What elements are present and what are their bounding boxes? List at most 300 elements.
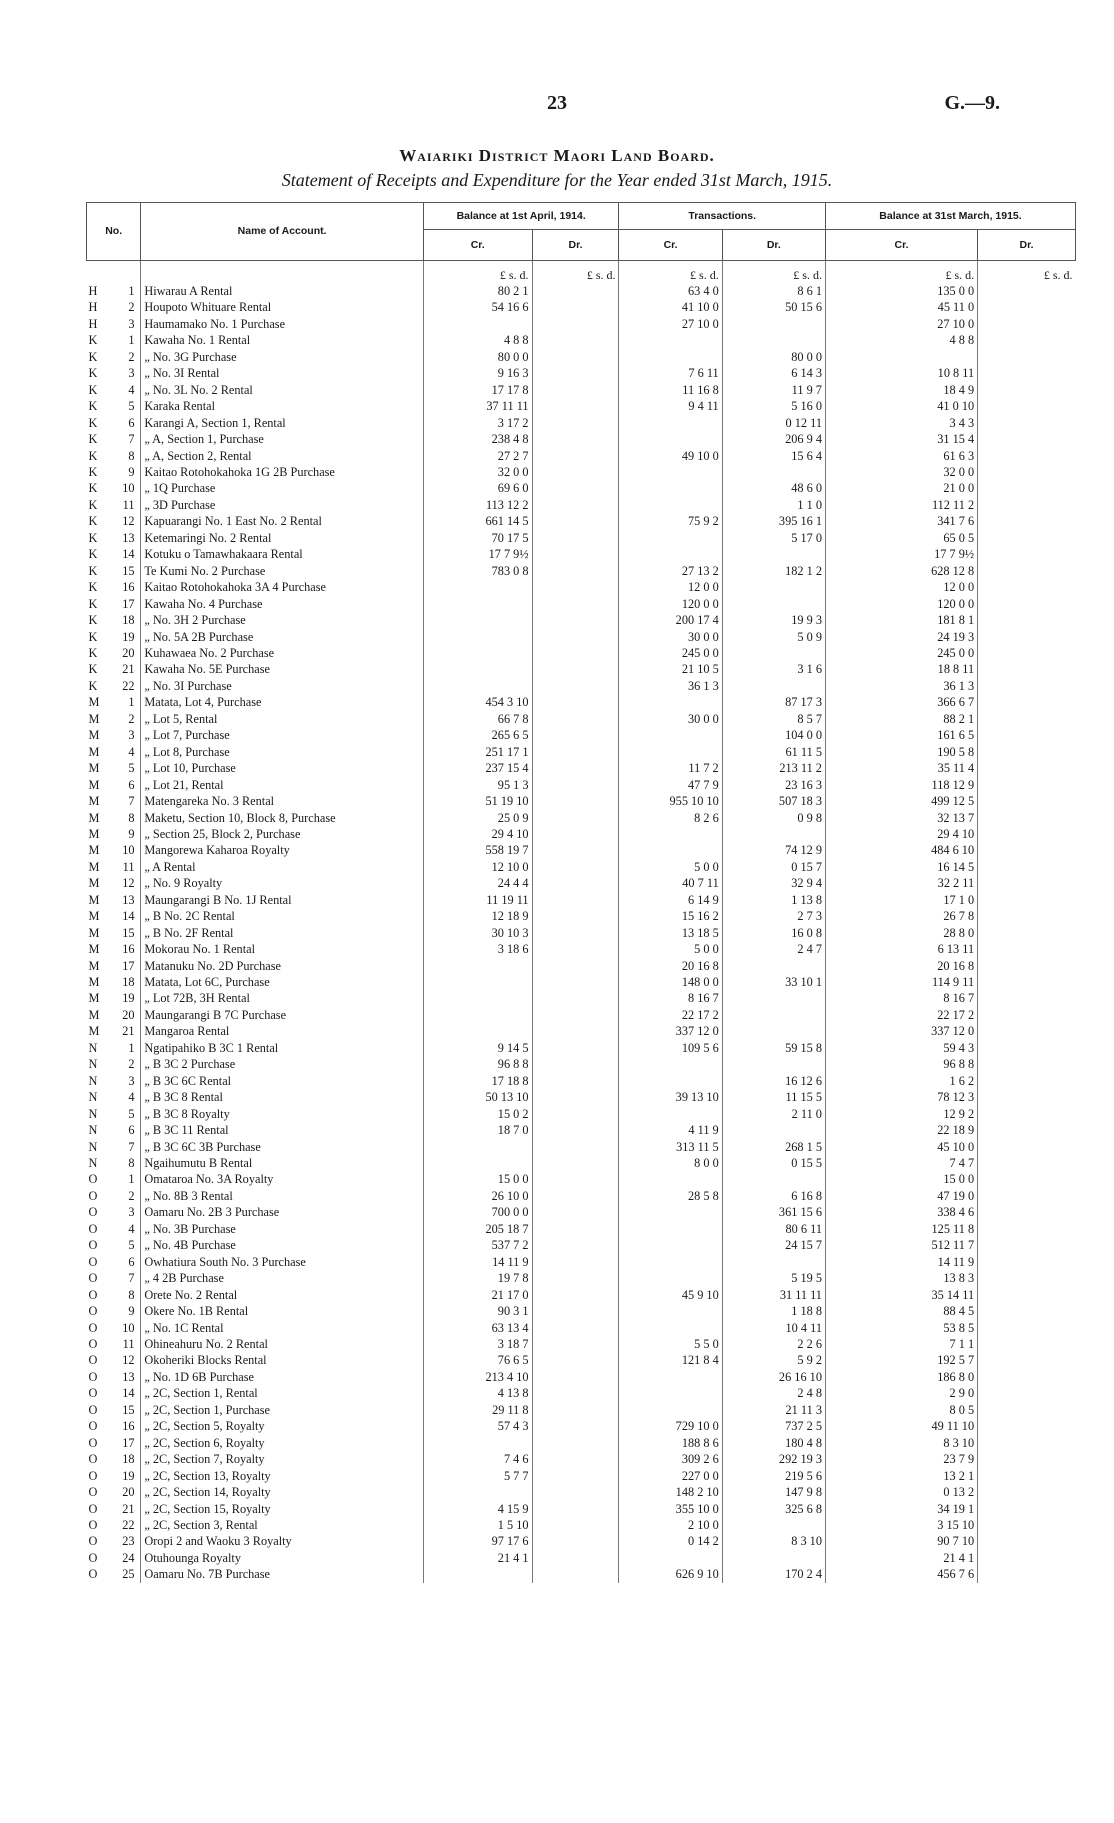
balance-start-dr <box>532 1336 619 1352</box>
transactions-dr: 16 12 6 <box>722 1073 825 1089</box>
account-letter: O <box>88 1205 98 1220</box>
account-number <box>87 1435 141 1451</box>
transactions-dr <box>722 579 825 595</box>
balance-end-cr: 6 13 11 <box>825 941 977 957</box>
balance-end-dr <box>978 793 1076 809</box>
balance-end-dr <box>978 1468 1076 1484</box>
account-index: 10 <box>122 1320 135 1335</box>
balance-end-cr: 0 13 2 <box>825 1484 977 1500</box>
table-row <box>87 1517 1076 1533</box>
transactions-cr <box>619 1320 722 1336</box>
account-number <box>87 1171 141 1187</box>
account-index: 6 <box>128 1123 135 1138</box>
account-letter: O <box>88 1386 98 1401</box>
balance-start-dr <box>532 694 619 710</box>
balance-end-dr <box>978 349 1076 365</box>
balance-start-dr <box>532 480 619 496</box>
account-letter: O <box>88 1468 98 1483</box>
account-name: Mangaroa Rental <box>141 1023 424 1039</box>
account-number <box>87 826 141 842</box>
balance-start-dr <box>532 1501 619 1517</box>
account-index: 8 <box>128 810 135 825</box>
balance-start-cr: 21 4 1 <box>423 1550 532 1566</box>
balance-end-cr: 45 11 0 <box>825 299 977 315</box>
transactions-cr <box>619 1056 722 1072</box>
balance-start-cr: 4 13 8 <box>423 1385 532 1401</box>
balance-start-dr <box>532 1056 619 1072</box>
account-name: „ A Rental <box>141 859 424 875</box>
table-row <box>87 661 1076 677</box>
table-row <box>87 464 1076 480</box>
account-letter: H <box>88 284 98 298</box>
balance-end-cr: 512 11 7 <box>825 1237 977 1253</box>
account-number <box>87 596 141 612</box>
balance-start-cr: 26 10 0 <box>423 1188 532 1204</box>
account-number <box>87 382 141 398</box>
table-row <box>87 892 1076 908</box>
balance-start-cr: 95 1 3 <box>423 777 532 793</box>
account-letter: K <box>88 448 98 463</box>
balance-end-cr: 88 2 1 <box>825 711 977 727</box>
account-letter: M <box>88 794 100 809</box>
table-row <box>87 530 1076 546</box>
transactions-dr <box>722 990 825 1006</box>
account-name: Ohineahuru No. 2 Rental <box>141 1336 424 1352</box>
table-row <box>87 612 1076 628</box>
table-row <box>87 349 1076 365</box>
balance-start-cr: 783 0 8 <box>423 563 532 579</box>
account-letter: O <box>88 1550 98 1565</box>
account-letter: N <box>88 1073 98 1088</box>
balance-end-dr <box>978 1073 1076 1089</box>
balance-end-cr: 90 7 10 <box>825 1533 977 1549</box>
table-row <box>87 1418 1076 1434</box>
transactions-dr <box>722 332 825 348</box>
account-name: Okoheriki Blocks Rental <box>141 1352 424 1368</box>
balance-end-cr: 88 4 5 <box>825 1303 977 1319</box>
balance-start-cr: 11 19 11 <box>423 892 532 908</box>
balance-end-dr <box>978 299 1076 315</box>
balance-start-cr <box>423 661 532 677</box>
balance-end-cr: 112 11 2 <box>825 497 977 513</box>
balance-end-dr <box>978 678 1076 694</box>
account-letter: K <box>88 645 98 660</box>
balance-start-dr <box>532 842 619 858</box>
account-letter: K <box>88 613 98 628</box>
account-name: „ B No. 2C Rental <box>141 908 424 924</box>
balance-end-cr: 192 5 7 <box>825 1352 977 1368</box>
account-index: 17 <box>122 1435 135 1450</box>
balance-start-dr <box>532 793 619 809</box>
balance-end-cr: 366 6 7 <box>825 694 977 710</box>
balance-start-dr <box>532 612 619 628</box>
account-index: 9 <box>128 464 135 479</box>
transactions-cr: 309 2 6 <box>619 1451 722 1467</box>
account-index: 23 <box>122 1534 135 1549</box>
balance-end-cr: 35 11 4 <box>825 760 977 776</box>
account-index: 14 <box>122 909 135 924</box>
account-number <box>87 415 141 431</box>
account-index: 11 <box>122 859 135 874</box>
balance-end-dr <box>978 1550 1076 1566</box>
table-row <box>87 1122 1076 1138</box>
account-index: 16 <box>122 1419 135 1434</box>
balance-end-cr: 22 18 9 <box>825 1122 977 1138</box>
balance-end-cr: 13 8 3 <box>825 1270 977 1286</box>
table-row <box>87 1073 1076 1089</box>
transactions-dr <box>722 596 825 612</box>
account-index: 7 <box>128 1271 135 1286</box>
transactions-cr: 337 12 0 <box>619 1023 722 1039</box>
transactions-dr: 31 11 11 <box>722 1287 825 1303</box>
balance-end-dr <box>978 1533 1076 1549</box>
balance-end-cr: 18 8 11 <box>825 661 977 677</box>
account-name: Ketemaringi No. 2 Rental <box>141 530 424 546</box>
account-name: Kotuku o Tamawhakaara Rental <box>141 546 424 562</box>
account-letter: M <box>88 942 100 957</box>
table-row <box>87 990 1076 1006</box>
account-letter: N <box>88 1040 98 1055</box>
balance-start-cr: 3 18 7 <box>423 1336 532 1352</box>
balance-end-dr <box>978 760 1076 776</box>
table-row <box>87 908 1076 924</box>
balance-end-dr <box>978 1435 1076 1451</box>
account-name: „ Section 25, Block 2, Purchase <box>141 826 424 842</box>
transactions-dr <box>722 1023 825 1039</box>
units-label: £ s. d. <box>722 261 825 284</box>
balance-start-dr <box>532 744 619 760</box>
account-number <box>87 925 141 941</box>
transactions-dr <box>722 1550 825 1566</box>
balance-start-cr <box>423 1139 532 1155</box>
transactions-dr: 737 2 5 <box>722 1418 825 1434</box>
account-letter: O <box>88 1337 98 1351</box>
balance-start-cr: 4 8 8 <box>423 332 532 348</box>
account-letter: M <box>88 1007 100 1022</box>
account-name: „ B 3C 6C Rental <box>141 1073 424 1089</box>
account-name: „ No. 4B Purchase <box>141 1237 424 1253</box>
table-row <box>87 1484 1076 1500</box>
balance-end-cr: 12 0 0 <box>825 579 977 595</box>
account-name: Ngatipahiko B 3C 1 Rental <box>141 1040 424 1056</box>
account-index: 4 <box>128 1090 135 1105</box>
balance-end-dr <box>978 892 1076 908</box>
account-number <box>87 859 141 875</box>
account-number <box>87 332 141 348</box>
balance-end-cr: 337 12 0 <box>825 1023 977 1039</box>
balance-end-dr <box>978 661 1076 677</box>
account-index: 13 <box>122 530 135 545</box>
account-name: Omataroa No. 3A Royalty <box>141 1171 424 1187</box>
table-row <box>87 777 1076 793</box>
balance-end-dr <box>978 1369 1076 1385</box>
table-row <box>87 1468 1076 1484</box>
account-number <box>87 316 141 332</box>
balance-end-cr: 484 6 10 <box>825 842 977 858</box>
account-name: „ 2C, Section 1, Purchase <box>141 1402 424 1418</box>
transactions-dr: 5 16 0 <box>722 398 825 414</box>
balance-end-cr: 7 4 7 <box>825 1155 977 1171</box>
balance-start-cr <box>423 1484 532 1500</box>
balance-end-cr: 59 4 3 <box>825 1040 977 1056</box>
balance-end-dr <box>978 596 1076 612</box>
account-number <box>87 497 141 513</box>
transactions-dr: 5 19 5 <box>722 1270 825 1286</box>
account-number <box>87 1468 141 1484</box>
balance-start-dr <box>532 1073 619 1089</box>
transactions-dr: 395 16 1 <box>722 513 825 529</box>
balance-start-dr <box>532 645 619 661</box>
balance-end-cr: 8 0 5 <box>825 1402 977 1418</box>
balance-end-dr <box>978 1204 1076 1220</box>
transactions-cr: 8 0 0 <box>619 1155 722 1171</box>
account-letter: M <box>88 859 100 874</box>
transactions-cr: 13 18 5 <box>619 925 722 941</box>
account-name: Maungarangi B No. 1J Rental <box>141 892 424 908</box>
balance-end-dr <box>978 990 1076 1006</box>
table-header <box>87 203 1076 261</box>
transactions-cr: 27 13 2 <box>619 563 722 579</box>
transactions-cr: 626 9 10 <box>619 1566 722 1582</box>
balance-start-dr <box>532 1468 619 1484</box>
balance-start-dr <box>532 1550 619 1566</box>
transactions-dr: 180 4 8 <box>722 1435 825 1451</box>
balance-start-cr: 37 11 11 <box>423 398 532 414</box>
account-index: 3 <box>128 316 135 331</box>
table-row <box>87 1188 1076 1204</box>
account-name: Mangorewa Kaharoa Royalty <box>141 842 424 858</box>
transactions-cr <box>619 546 722 562</box>
balance-end-dr <box>978 1040 1076 1056</box>
account-name: Matata, Lot 4, Purchase <box>141 694 424 710</box>
transactions-cr: 49 10 0 <box>619 448 722 464</box>
balance-start-dr <box>532 1254 619 1270</box>
balance-start-dr <box>532 908 619 924</box>
balance-end-cr: 3 15 10 <box>825 1517 977 1533</box>
transactions-cr: 22 17 2 <box>619 1007 722 1023</box>
transactions-dr: 325 6 8 <box>722 1501 825 1517</box>
transactions-dr <box>722 546 825 562</box>
account-letter: N <box>88 1156 98 1171</box>
transactions-dr: 74 12 9 <box>722 842 825 858</box>
balance-start-cr: 29 4 10 <box>423 826 532 842</box>
balance-start-cr: 205 18 7 <box>423 1221 532 1237</box>
transactions-cr <box>619 1303 722 1319</box>
account-letter: O <box>88 1320 98 1335</box>
account-letter: K <box>88 432 98 447</box>
header-balance-start-dr: Dr. <box>532 230 619 261</box>
balance-end-dr <box>978 316 1076 332</box>
account-number <box>87 398 141 414</box>
account-name: „ B 3C 2 Purchase <box>141 1056 424 1072</box>
account-letter: O <box>88 1353 98 1368</box>
account-name: Orete No. 2 Rental <box>141 1287 424 1303</box>
balance-start-cr: 558 19 7 <box>423 842 532 858</box>
account-name: „ 2C, Section 1, Rental <box>141 1385 424 1401</box>
transactions-cr: 121 8 4 <box>619 1352 722 1368</box>
balance-start-cr: 17 17 8 <box>423 382 532 398</box>
balance-start-dr <box>532 1270 619 1286</box>
transactions-dr: 0 15 5 <box>722 1155 825 1171</box>
account-number <box>87 612 141 628</box>
balance-start-cr <box>423 316 532 332</box>
balance-end-cr: 27 10 0 <box>825 316 977 332</box>
units-row <box>87 261 1076 284</box>
transactions-dr: 2 4 7 <box>722 941 825 957</box>
balance-end-dr <box>978 875 1076 891</box>
balance-start-dr <box>532 711 619 727</box>
transactions-dr: 6 16 8 <box>722 1188 825 1204</box>
account-number <box>87 1056 141 1072</box>
transactions-cr: 5 0 0 <box>619 859 722 875</box>
balance-end-cr: 31 15 4 <box>825 431 977 447</box>
transactions-cr <box>619 1221 722 1237</box>
account-letter: O <box>88 1238 98 1253</box>
table-row <box>87 941 1076 957</box>
transactions-cr: 36 1 3 <box>619 678 722 694</box>
transactions-dr: 32 9 4 <box>722 875 825 891</box>
balance-start-cr: 97 17 6 <box>423 1533 532 1549</box>
transactions-cr <box>619 744 722 760</box>
account-index: 19 <box>122 991 135 1006</box>
balance-end-dr <box>978 1171 1076 1187</box>
account-letter: K <box>88 497 98 512</box>
account-letter: K <box>88 678 98 693</box>
table-row <box>87 1336 1076 1352</box>
transactions-cr <box>619 1237 722 1253</box>
balance-end-cr: 181 8 1 <box>825 612 977 628</box>
account-number <box>87 448 141 464</box>
balance-end-dr <box>978 563 1076 579</box>
table-row <box>87 1550 1076 1566</box>
account-index: 19 <box>122 629 135 644</box>
balance-start-dr <box>532 1320 619 1336</box>
balance-end-cr: 4 8 8 <box>825 332 977 348</box>
transactions-cr: 313 11 5 <box>619 1139 722 1155</box>
transactions-dr: 104 0 0 <box>722 727 825 743</box>
account-index: 10 <box>122 481 135 496</box>
balance-start-dr <box>532 941 619 957</box>
balance-end-dr <box>978 1402 1076 1418</box>
account-index: 17 <box>122 596 135 611</box>
balance-start-dr <box>532 1237 619 1253</box>
balance-start-cr <box>423 990 532 1006</box>
transactions-dr: 10 4 11 <box>722 1320 825 1336</box>
transactions-cr <box>619 464 722 480</box>
account-index: 1 <box>128 1040 135 1055</box>
balance-start-dr <box>532 513 619 529</box>
account-number <box>87 1484 141 1500</box>
account-name: „ Lot 5, Rental <box>141 711 424 727</box>
table-row <box>87 1270 1076 1286</box>
balance-end-cr: 14 11 9 <box>825 1254 977 1270</box>
account-letter: M <box>88 958 100 973</box>
balance-end-cr: 161 6 5 <box>825 727 977 743</box>
account-number <box>87 842 141 858</box>
account-number <box>87 661 141 677</box>
balance-start-dr <box>532 530 619 546</box>
transactions-dr: 219 5 6 <box>722 1468 825 1484</box>
transactions-cr: 21 10 5 <box>619 661 722 677</box>
account-letter: M <box>88 991 100 1006</box>
account-number <box>87 1517 141 1533</box>
account-number <box>87 1023 141 1039</box>
account-number <box>87 464 141 480</box>
balance-end-dr <box>978 431 1076 447</box>
balance-start-cr: 661 14 5 <box>423 513 532 529</box>
transactions-dr <box>722 1517 825 1533</box>
account-index: 19 <box>122 1468 135 1483</box>
account-index: 24 <box>122 1550 135 1565</box>
balance-start-dr <box>532 875 619 891</box>
account-index: 10 <box>122 843 135 858</box>
account-number <box>87 744 141 760</box>
table-row <box>87 316 1076 332</box>
account-index: 14 <box>122 547 135 562</box>
transactions-cr: 355 10 0 <box>619 1501 722 1517</box>
balance-start-cr: 32 0 0 <box>423 464 532 480</box>
balance-end-cr: 190 5 8 <box>825 744 977 760</box>
balance-end-cr: 7 1 1 <box>825 1336 977 1352</box>
account-index: 7 <box>128 794 135 809</box>
balance-start-cr: 3 17 2 <box>423 415 532 431</box>
header-transactions-cr: Cr. <box>619 230 722 261</box>
units-label: £ s. d. <box>619 261 722 284</box>
transactions-cr: 955 10 10 <box>619 793 722 809</box>
transactions-dr: 15 6 4 <box>722 448 825 464</box>
balance-end-cr: 47 19 0 <box>825 1188 977 1204</box>
account-name: „ No. 3I Purchase <box>141 678 424 694</box>
balance-start-dr <box>532 826 619 842</box>
balance-end-cr: 26 7 8 <box>825 908 977 924</box>
header-transactions-dr: Dr. <box>722 230 825 261</box>
balance-end-dr <box>978 1517 1076 1533</box>
transactions-cr: 0 14 2 <box>619 1533 722 1549</box>
balance-start-dr <box>532 579 619 595</box>
account-letter: N <box>88 1090 98 1105</box>
balance-end-cr: 45 10 0 <box>825 1139 977 1155</box>
balance-end-dr <box>978 727 1076 743</box>
balance-end-dr <box>978 382 1076 398</box>
balance-end-dr <box>978 925 1076 941</box>
account-number <box>87 365 141 381</box>
transactions-cr <box>619 415 722 431</box>
balance-start-cr <box>423 645 532 661</box>
balance-start-dr <box>532 596 619 612</box>
balance-end-cr: 78 12 3 <box>825 1089 977 1105</box>
transactions-cr: 30 0 0 <box>619 629 722 645</box>
transactions-cr: 45 9 10 <box>619 1287 722 1303</box>
balance-start-dr <box>532 283 619 299</box>
account-number <box>87 546 141 562</box>
balance-start-cr: 4 15 9 <box>423 1501 532 1517</box>
transactions-cr: 27 10 0 <box>619 316 722 332</box>
account-letter: M <box>88 711 100 726</box>
account-letter: M <box>88 777 100 792</box>
transactions-cr: 63 4 0 <box>619 283 722 299</box>
account-name: „ No. 1D 6B Purchase <box>141 1369 424 1385</box>
account-name: Kaitao Rotohokahoka 3A 4 Purchase <box>141 579 424 595</box>
balance-end-cr: 23 7 9 <box>825 1451 977 1467</box>
header-no: No. <box>87 203 141 261</box>
balance-end-cr: 8 16 7 <box>825 990 977 1006</box>
account-letter: O <box>88 1402 98 1417</box>
table-row <box>87 1155 1076 1171</box>
balance-end-cr: 41 0 10 <box>825 398 977 414</box>
transactions-cr: 227 0 0 <box>619 1468 722 1484</box>
account-index: 4 <box>128 1221 135 1236</box>
account-name: Otuhounga Royalty <box>141 1550 424 1566</box>
